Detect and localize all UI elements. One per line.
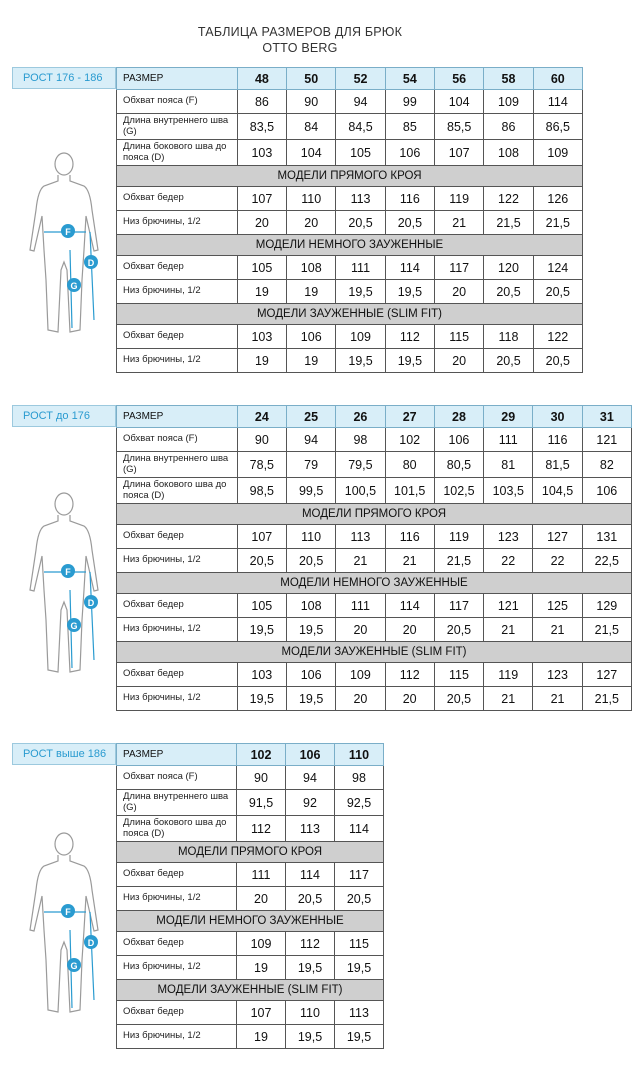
table-cell: 99 [385,90,434,114]
section-row [117,504,632,525]
size-header: 60 [533,68,582,90]
size-table [116,67,583,373]
table-cell: 106 [286,663,335,687]
table-cell: 103 [237,663,286,687]
row-label: Обхват бедер [117,663,238,687]
table-cell: 110 [287,187,336,211]
section-title: МОДЕЛИ ПРЯМОГО КРОЯ [117,166,583,187]
table-cell: 80 [385,452,434,478]
table-cell: 21 [484,618,533,642]
section-row [117,842,384,863]
table-cell: 19,5 [335,1025,384,1049]
table-cell: 20 [237,887,286,911]
marker-f: F [65,567,71,577]
table-cell: 102 [385,428,434,452]
table-row [117,452,632,478]
table-cell: 21,5 [484,211,533,235]
row-label: Низ брючины, 1/2 [117,687,238,711]
table-cell: 21,5 [533,211,582,235]
table-cell: 113 [336,525,385,549]
table-cell: 90 [287,90,336,114]
table-cell: 117 [434,594,483,618]
table-cell: 19,5 [335,956,384,980]
table-cell: 19,5 [286,956,335,980]
section-title: МОДЕЛИ НЕМНОГО ЗАУЖЕННЫЕ [117,911,384,932]
table-cell: 79 [286,452,335,478]
table-cell: 22,5 [582,549,631,573]
row-label: Обхват бедер [117,932,237,956]
table-cell: 20,5 [336,211,385,235]
size-header: 52 [336,68,385,90]
table-cell: 108 [484,140,533,166]
table-cell: 107 [237,1001,286,1025]
row-label: Низ брючины, 1/2 [117,618,238,642]
table-cell: 115 [434,663,483,687]
row-label: Низ брючины, 1/2 [117,549,238,573]
table-row [117,887,384,911]
table-cell: 82 [582,452,631,478]
table-row [117,1025,384,1049]
table-cell: 94 [336,90,385,114]
section-row [117,304,583,325]
table-row [117,956,384,980]
row-label: Длина бокового шва до пояса (D) [117,478,238,504]
section-row [117,642,632,663]
table-cell: 119 [434,525,483,549]
table-cell: 101,5 [385,478,434,504]
table-cell: 109 [484,90,533,114]
table-cell: 21 [385,549,434,573]
table-cell: 20 [435,280,484,304]
table-cell: 104 [287,140,336,166]
table-row [117,256,583,280]
size-table [116,405,632,711]
table-row [117,114,583,140]
row-label: Длина бокового шва до пояса (D) [117,816,237,842]
table-cell: 20 [385,687,434,711]
table-cell: 84 [287,114,336,140]
table-cell: 103,5 [484,478,533,504]
table-cell: 79,5 [336,452,385,478]
table-cell: 113 [335,1001,384,1025]
table-row [117,325,583,349]
table-cell: 19,5 [336,280,385,304]
size-header: 27 [385,406,434,428]
table-cell: 123 [484,525,533,549]
header-row [117,744,384,766]
table-cell: 20,5 [434,618,483,642]
table-cell: 111 [237,863,286,887]
table-cell: 86 [237,90,286,114]
header-row [117,406,632,428]
size-header: 25 [286,406,335,428]
table-cell: 20 [336,687,385,711]
size-header: 28 [434,406,483,428]
table-row [117,594,632,618]
table-cell: 104,5 [533,478,582,504]
table-cell: 20,5 [484,280,533,304]
table-cell: 20,5 [385,211,434,235]
table-cell: 109 [533,140,582,166]
table-cell: 119 [435,187,484,211]
table-row [117,816,384,842]
title-line-1: ТАБЛИЦА РАЗМЕРОВ ДЛЯ БРЮК [197,25,403,39]
table-cell: 19 [237,1025,286,1049]
row-label: Обхват пояса (F) [117,428,238,452]
table-cell: 111 [336,256,385,280]
table-cell: 22 [533,549,582,573]
table-cell: 21 [435,211,484,235]
table-row [117,663,632,687]
table-cell: 20,5 [286,887,335,911]
table-cell: 121 [484,594,533,618]
table-cell: 107 [237,525,286,549]
table-cell: 116 [385,525,434,549]
table-cell: 127 [582,663,631,687]
table-cell: 19,5 [286,687,335,711]
table-cell: 117 [435,256,484,280]
size-header: 54 [385,68,434,90]
table-cell: 110 [286,525,335,549]
table-cell: 120 [484,256,533,280]
table-cell: 100,5 [336,478,385,504]
table-cell: 106 [385,140,434,166]
table-cell: 19 [237,956,286,980]
table-cell: 98,5 [237,478,286,504]
table-cell: 109 [336,663,385,687]
size-header: 56 [435,68,484,90]
size-header-label: РАЗМЕР [117,68,238,90]
height-label: РОСТ выше 186 [12,743,116,765]
page-title [0,24,600,56]
row-label: Низ брючины, 1/2 [117,211,238,235]
table-cell: 20 [385,618,434,642]
table-cell: 84,5 [336,114,385,140]
table-cell: 94 [286,766,335,790]
row-label: Обхват бедер [117,1001,237,1025]
table-cell: 21 [336,549,385,573]
section-title: МОДЕЛИ НЕМНОГО ЗАУЖЕННЫЕ [117,573,632,594]
section-row [117,573,632,594]
table-cell: 20,5 [484,349,533,373]
table-row [117,90,583,114]
marker-d: D [87,258,95,268]
height-label: РОСТ до 176 [12,405,116,427]
table-cell: 114 [286,863,335,887]
size-header: 58 [484,68,533,90]
row-label: Низ брючины, 1/2 [117,349,238,373]
table-cell: 125 [533,594,582,618]
section-title: МОДЕЛИ НЕМНОГО ЗАУЖЕННЫЕ [117,235,583,256]
table-row [117,349,583,373]
table-cell: 21,5 [434,549,483,573]
table-cell: 103 [237,325,286,349]
table-cell: 127 [533,525,582,549]
table-cell: 110 [286,1001,335,1025]
body-figure-icon [14,830,114,1030]
size-header: 48 [237,68,286,90]
table-cell: 19,5 [286,1025,335,1049]
table-cell: 86 [484,114,533,140]
table-cell: 91,5 [237,790,286,816]
row-label: Длина бокового шва до пояса (D) [117,140,238,166]
table-cell: 106 [287,325,336,349]
row-label: Низ брючины, 1/2 [117,280,238,304]
table-row [117,618,632,642]
table-cell: 20,5 [434,687,483,711]
table-cell: 90 [237,766,286,790]
table-cell: 119 [484,663,533,687]
table-cell: 114 [385,594,434,618]
section-row [117,911,384,932]
table-row [117,766,384,790]
table-cell: 112 [237,816,286,842]
header-row [117,68,583,90]
table-cell: 107 [435,140,484,166]
table-cell: 111 [484,428,533,452]
table-cell: 20,5 [237,549,286,573]
table-cell: 112 [385,663,434,687]
height-label: РОСТ 176 - 186 [12,67,116,89]
table-cell: 85,5 [435,114,484,140]
body-figure-icon [14,490,114,690]
table-cell: 19 [237,280,286,304]
table-cell: 21,5 [582,687,631,711]
table-cell: 104 [435,90,484,114]
table-cell: 114 [385,256,434,280]
size-header-label: РАЗМЕР [117,406,238,428]
table-cell: 78,5 [237,452,286,478]
table-row [117,280,583,304]
row-label: Длина внутреннего шва (G) [117,452,238,478]
table-cell: 90 [237,428,286,452]
table-cell: 102,5 [434,478,483,504]
table-cell: 19,5 [385,280,434,304]
table-row [117,932,384,956]
table-cell: 111 [336,594,385,618]
row-label: Обхват пояса (F) [117,90,238,114]
marker-d: D [87,598,95,608]
table-cell: 20,5 [533,349,582,373]
table-cell: 122 [484,187,533,211]
row-label: Низ брючины, 1/2 [117,956,237,980]
section-title: МОДЕЛИ ЗАУЖЕННЫЕ (SLIM FIT) [117,980,384,1001]
table-cell: 116 [533,428,582,452]
table-cell: 83,5 [237,114,286,140]
table-cell: 92,5 [335,790,384,816]
table-row [117,478,632,504]
table-cell: 20 [435,349,484,373]
table-cell: 19,5 [336,349,385,373]
size-header: 106 [286,744,335,766]
table-cell: 105 [336,140,385,166]
table-cell: 22 [484,549,533,573]
table-row [117,1001,384,1025]
table-cell: 109 [336,325,385,349]
table-cell: 19,5 [286,618,335,642]
section-title: МОДЕЛИ ПРЯМОГО КРОЯ [117,842,384,863]
marker-d: D [87,938,95,948]
table-cell: 105 [237,594,286,618]
table-cell: 19,5 [237,618,286,642]
table-cell: 86,5 [533,114,582,140]
table-row [117,525,632,549]
table-cell: 98 [336,428,385,452]
table-cell: 124 [533,256,582,280]
section-row [117,980,384,1001]
table-cell: 115 [335,932,384,956]
table-cell: 20 [336,618,385,642]
table-cell: 115 [435,325,484,349]
table-cell: 81 [484,452,533,478]
row-label: Низ брючины, 1/2 [117,887,237,911]
table-cell: 123 [533,663,582,687]
table-cell: 20 [287,211,336,235]
table-cell: 19,5 [385,349,434,373]
table-cell: 116 [385,187,434,211]
row-label: Низ брючины, 1/2 [117,1025,237,1049]
table-cell: 113 [286,816,335,842]
table-cell: 107 [237,187,286,211]
table-cell: 114 [335,816,384,842]
marker-f: F [65,227,71,237]
table-cell: 19,5 [237,687,286,711]
size-header: 31 [582,406,631,428]
table-row [117,687,632,711]
table-cell: 106 [582,478,631,504]
row-label: Длина внутреннего шва (G) [117,790,237,816]
table-cell: 19 [287,280,336,304]
section-title: МОДЕЛИ ЗАУЖЕННЫЕ (SLIM FIT) [117,304,583,325]
table-cell: 20,5 [286,549,335,573]
table-cell: 121 [582,428,631,452]
table-cell: 99,5 [286,478,335,504]
size-header: 30 [533,406,582,428]
table-cell: 106 [434,428,483,452]
table-cell: 98 [335,766,384,790]
table-cell: 108 [286,594,335,618]
size-header: 24 [237,406,286,428]
marker-f: F [65,907,71,917]
row-label: Обхват бедер [117,863,237,887]
size-header-label: РАЗМЕР [117,744,237,766]
table-cell: 85 [385,114,434,140]
table-cell: 20,5 [533,280,582,304]
section-row [117,166,583,187]
table-cell: 129 [582,594,631,618]
table-row [117,211,583,235]
table-cell: 81,5 [533,452,582,478]
table-cell: 19 [237,349,286,373]
table-cell: 80,5 [434,452,483,478]
title-line-2: OTTO BERG [262,41,338,55]
body-figure-icon [14,150,114,350]
size-header: 102 [237,744,286,766]
table-cell: 103 [237,140,286,166]
table-cell: 112 [385,325,434,349]
row-label: Длина внутреннего шва (G) [117,114,238,140]
size-header: 26 [336,406,385,428]
table-cell: 122 [533,325,582,349]
section-row [117,235,583,256]
section-title: МОДЕЛИ ПРЯМОГО КРОЯ [117,504,632,525]
marker-g: G [70,281,78,291]
size-header: 110 [335,744,384,766]
marker-g: G [70,961,78,971]
table-cell: 94 [286,428,335,452]
table-cell: 21,5 [582,618,631,642]
row-label: Обхват бедер [117,525,238,549]
marker-g: G [70,621,78,631]
row-label: Обхват бедер [117,594,238,618]
table-cell: 92 [286,790,335,816]
table-cell: 21 [533,618,582,642]
table-cell: 19 [287,349,336,373]
table-cell: 114 [533,90,582,114]
size-header: 50 [287,68,336,90]
table-cell: 21 [533,687,582,711]
table-cell: 113 [336,187,385,211]
table-row [117,549,632,573]
table-cell: 109 [237,932,286,956]
table-cell: 20 [237,211,286,235]
table-row [117,790,384,816]
table-cell: 131 [582,525,631,549]
table-row [117,187,583,211]
table-cell: 105 [237,256,286,280]
row-label: Обхват пояса (F) [117,766,237,790]
table-row [117,428,632,452]
table-cell: 118 [484,325,533,349]
row-label: Обхват бедер [117,325,238,349]
size-table [116,743,384,1049]
table-row [117,863,384,887]
table-cell: 108 [287,256,336,280]
size-header: 29 [484,406,533,428]
table-cell: 117 [335,863,384,887]
row-label: Обхват бедер [117,256,238,280]
table-cell: 21 [484,687,533,711]
table-row [117,140,583,166]
row-label: Обхват бедер [117,187,238,211]
section-title: МОДЕЛИ ЗАУЖЕННЫЕ (SLIM FIT) [117,642,632,663]
table-cell: 112 [286,932,335,956]
table-cell: 20,5 [335,887,384,911]
table-cell: 126 [533,187,582,211]
